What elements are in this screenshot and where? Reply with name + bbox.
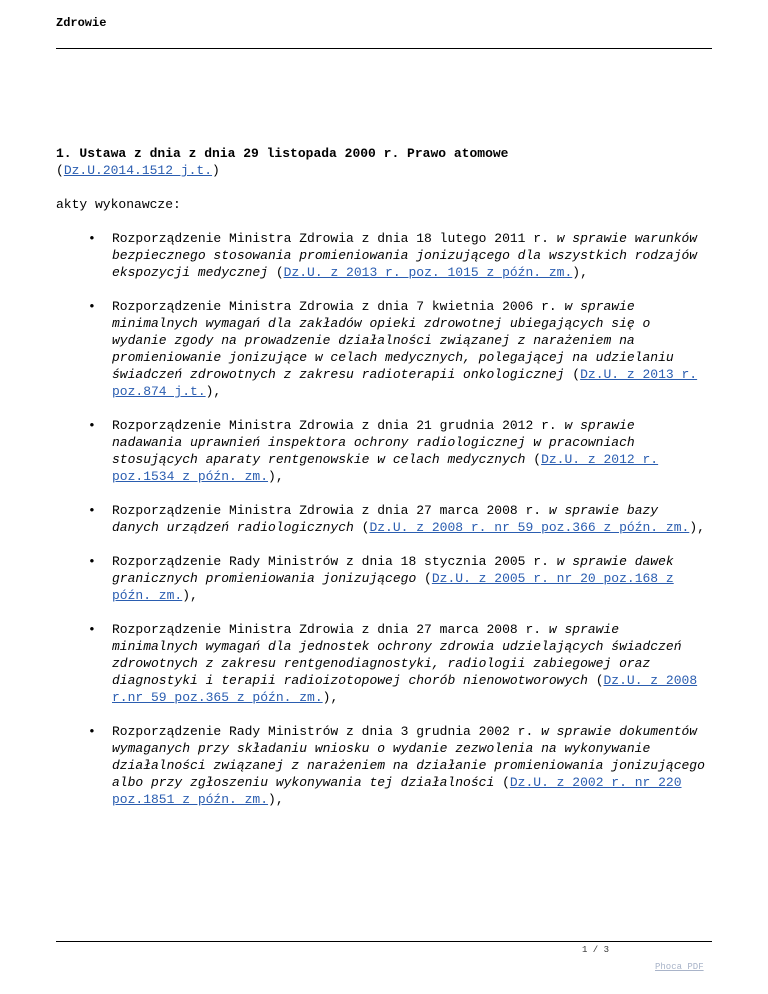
- item-suffix: ),: [689, 520, 705, 535]
- bullet: •: [88, 622, 96, 637]
- list-item: [56, 417, 712, 485]
- item-reference-link[interactable]: Dz.U. z 2002 r. nr 220 poz.1851 z późn. zm.: [112, 775, 682, 807]
- document-heading: 1. Ustawa z dnia z dnia 29 listopada 2000 r. Prawo atomowe: [56, 146, 509, 161]
- list-item: [56, 502, 712, 536]
- bullet: •: [88, 724, 96, 739]
- bullet: •: [88, 231, 96, 246]
- bullet: •: [88, 554, 96, 569]
- item-suffix: ),: [268, 792, 284, 807]
- item-title: w sprawie dokumentów wymaganych przy składaniu wniosku o wydanie zezwolenia na wykonywanie działalności związanej z narażeniem na działanie promieniowania jonizującego albo przy zgłoszeniu wykonywania tej działalności: [112, 724, 705, 790]
- item-reference-link[interactable]: Dz.U. z 2013 r. poz.874 j.t.: [112, 367, 698, 399]
- item-reference-link[interactable]: Dz.U. z 2008 r. nr 59 poz.366 z późn. zm.: [369, 520, 690, 535]
- item-prefix: Rozporządzenie Ministra Zdrowia z dnia 27 marca 2008 r.: [112, 622, 549, 637]
- item-reference-link[interactable]: Dz.U. z 2008 r.nr 59 poz.365 z późn. zm.: [112, 673, 698, 705]
- item-suffix: ),: [182, 588, 198, 603]
- item-title: w sprawie nadawania uprawnień inspektora ochrony radiologicznej w pracowniach stosujących aparaty rentgenowskie w celach medycznych: [112, 418, 635, 467]
- list-item: [56, 621, 712, 706]
- item-title: w sprawie dawek granicznych promieniowania jonizującego: [112, 554, 674, 586]
- heading-open-paren: (: [56, 163, 64, 178]
- list-item: [56, 298, 712, 400]
- item-mid: (: [494, 775, 510, 790]
- item-title: w sprawie bazy danych urządzeń radiologicznych: [112, 503, 659, 535]
- item-title: w sprawie minimalnych wymagań dla zakładów opieki zdrowotnej ubiegających się o wydanie zgody na prowadzenie działalności związanej z narażeniem na promieniowanie jonizujące w celach medycznych, polegającej na udzielaniu świadczeń zdrowotnych z zakresu radioterapii onkologicznej: [112, 299, 674, 382]
- item-mid: (: [525, 452, 542, 467]
- item-reference-link[interactable]: Dz.U. z 2012 r. poz.1534 z późn. zm.: [112, 452, 659, 484]
- item-suffix: ),: [205, 384, 222, 399]
- item-reference-link[interactable]: Dz.U. z 2005 r. nr 20 poz.168 z późn. zm.: [112, 571, 674, 603]
- item-mid: (: [416, 571, 432, 586]
- list-item: [56, 723, 712, 808]
- item-suffix: ),: [572, 265, 588, 280]
- item-prefix: Rozporządzenie Ministra Zdrowia z dnia 7 kwietnia 2006 r.: [112, 299, 565, 314]
- regulation-list: [56, 230, 712, 808]
- item-title: w sprawie minimalnych wymagań dla jednostek ochrony zdrowia udzielających świadczeń zdrowotnych z zakresu rentgenodiagnostyki, radiologii zabiegowej oraz diagnostyki i terapii radioizotopowej chorób nienowotworowych: [112, 622, 682, 688]
- generator-link[interactable]: Phoca PDF: [655, 962, 704, 972]
- item-reference-link[interactable]: Dz.U. z 2013 r. poz. 1015 z późn. zm.: [283, 265, 573, 280]
- item-suffix: ),: [322, 690, 339, 705]
- item-suffix: ),: [268, 469, 284, 484]
- item-prefix: Rozporządzenie Ministra Zdrowia z dnia 18 lutego 2011 r.: [112, 231, 557, 246]
- footer-divider: [56, 941, 712, 942]
- item-title: w sprawie warunków bezpiecznego stosowania promieniowania jonizującego dla wszystkich rodzajów ekspozycji medycznej: [112, 231, 698, 280]
- heading-reference: [56, 162, 712, 179]
- item-prefix: Rozporządzenie Rady Ministrów z dnia 3 grudnia 2002 r.: [112, 724, 542, 739]
- list-item: [56, 230, 712, 281]
- page-header-title: Zdrowie: [56, 16, 107, 30]
- item-prefix: Rozporządzenie Ministra Zdrowia z dnia 21 grudnia 2012 r.: [112, 418, 565, 433]
- item-prefix: Rozporządzenie Ministra Zdrowia z dnia 27 marca 2008 r.: [112, 503, 549, 518]
- list-item: [56, 553, 712, 604]
- bullet: •: [88, 503, 96, 518]
- document-body: [56, 145, 712, 825]
- bullet: •: [88, 299, 96, 314]
- item-mid: (: [587, 673, 604, 688]
- heading-close-paren: ): [212, 163, 220, 178]
- item-prefix: Rozporządzenie Rady Ministrów z dnia 18 stycznia 2005 r.: [112, 554, 557, 569]
- item-mid: (: [564, 367, 581, 382]
- item-mid: (: [353, 520, 370, 535]
- heading-reference-link[interactable]: Dz.U.2014.1512 j.t.: [63, 163, 213, 178]
- header-divider: [56, 48, 712, 49]
- page-number: 1 / 3: [582, 945, 610, 955]
- bullet: •: [88, 418, 96, 433]
- item-mid: (: [268, 265, 284, 280]
- section-label: akty wykonawcze:: [56, 197, 181, 212]
